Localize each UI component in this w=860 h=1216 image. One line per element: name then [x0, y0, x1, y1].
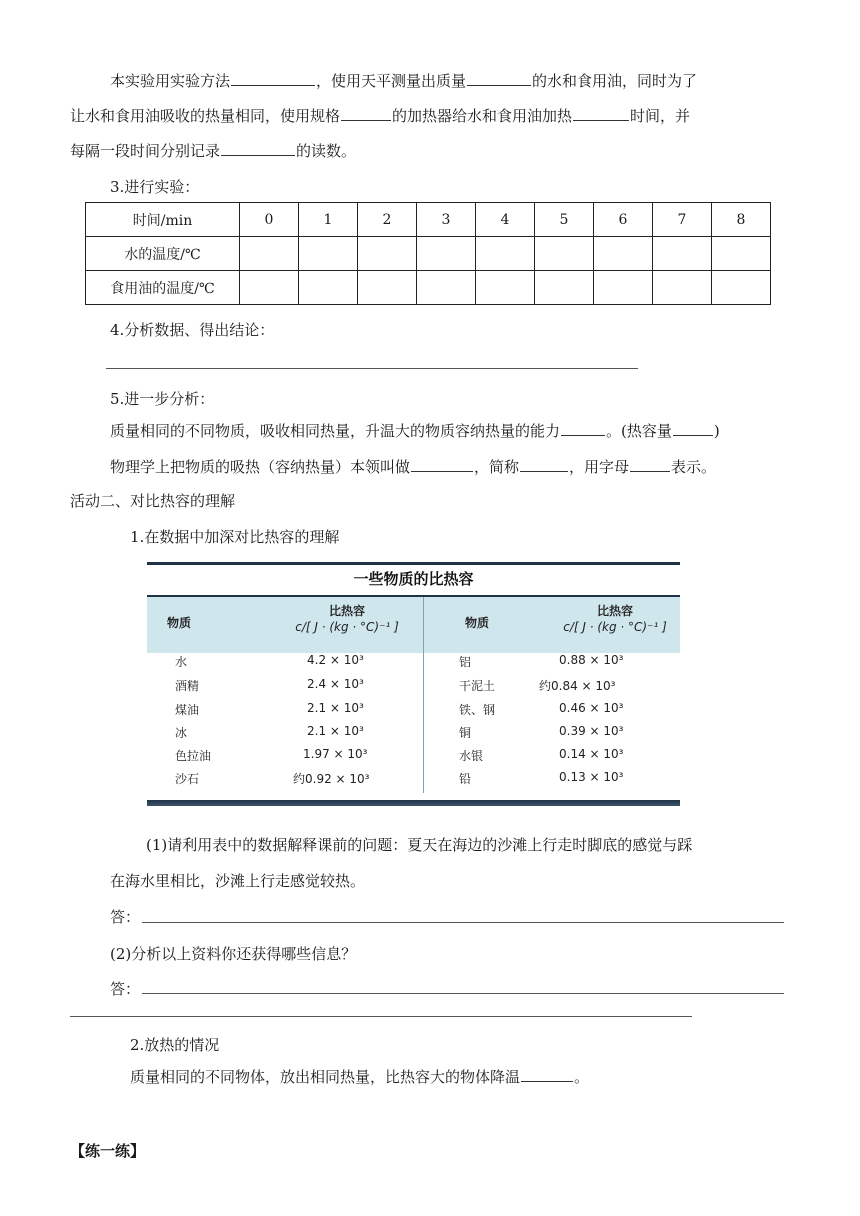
- answer2-line-continued[interactable]: [70, 1016, 692, 1017]
- entry-cell[interactable]: [594, 271, 653, 305]
- para1-line3: [70, 134, 356, 168]
- substance-name: 水银: [459, 749, 484, 763]
- entry-cell[interactable]: [299, 271, 358, 305]
- fill-blank[interactable]: [341, 119, 391, 121]
- activity2-item1-heading: 1.在数据中加深对比热容的理解: [130, 528, 340, 546]
- time-cell: 7: [653, 203, 712, 237]
- substance-name: 干泥土: [459, 679, 496, 693]
- header-specific-heat: 比热容: [328, 604, 365, 618]
- table-row: [86, 237, 771, 271]
- header-unit: c/[ J · (kg · °C)⁻¹ ]: [295, 620, 399, 634]
- para1-text: 时间，并: [630, 107, 691, 125]
- fill-blank[interactable]: [411, 470, 473, 472]
- para1-text: ，使用天平测量出质量: [316, 72, 467, 90]
- fill-blank[interactable]: [561, 434, 605, 436]
- row-label: 食用油的温度/℃: [86, 271, 240, 305]
- para1-line1: [110, 64, 697, 98]
- entry-cell[interactable]: [653, 237, 712, 271]
- time-cell: 4: [476, 203, 535, 237]
- substance-name: 沙石: [175, 772, 200, 786]
- table-top-bar: [147, 562, 680, 565]
- substance-name: 色拉油: [175, 749, 212, 763]
- answer1-label: 答：: [110, 908, 141, 926]
- fill-blank[interactable]: [521, 1080, 573, 1082]
- analysis-text: 物理学上把物质的吸热（容纳热量）本领叫做: [110, 458, 411, 476]
- substance-name: 铅: [459, 772, 472, 786]
- fill-blank[interactable]: [467, 84, 531, 86]
- analysis-text: ): [713, 422, 720, 440]
- para1-text: 的水和食用油，同时为了: [532, 72, 698, 90]
- entry-cell[interactable]: [535, 271, 594, 305]
- step4-heading: 4.分析数据、得出结论：: [110, 321, 275, 339]
- substance-name: 水: [175, 655, 188, 669]
- entry-cell[interactable]: [476, 271, 535, 305]
- para1-line2: [70, 99, 690, 133]
- entry-cell[interactable]: [299, 237, 358, 271]
- shc-value: 约0.84 × 10³: [539, 679, 616, 693]
- analysis-text: ，简称: [474, 458, 520, 476]
- answer2-label: 答：: [110, 980, 141, 998]
- shc-value: 0.14 × 10³: [559, 747, 624, 761]
- table-bottom-bar: [147, 800, 680, 806]
- entry-cell[interactable]: [535, 237, 594, 271]
- entry-cell[interactable]: [476, 237, 535, 271]
- entry-cell[interactable]: [417, 271, 476, 305]
- fill-blank[interactable]: [630, 470, 670, 472]
- entry-cell[interactable]: [240, 237, 299, 271]
- entry-cell[interactable]: [240, 271, 299, 305]
- question1-line2: 在海水里相比，沙滩上行走感觉较热。: [110, 872, 366, 890]
- activity2-item2-heading: 2.放热的情况: [130, 1036, 220, 1054]
- answer1-line[interactable]: [142, 922, 784, 923]
- substance-name: 酒精: [175, 679, 200, 693]
- time-cell: 8: [712, 203, 771, 237]
- shc-value: 2.1 × 10³: [307, 724, 364, 738]
- row-label: 时间/min: [86, 203, 240, 237]
- shc-value: 2.1 × 10³: [307, 701, 364, 715]
- header-unit: c/[ J · (kg · °C)⁻¹ ]: [563, 620, 667, 634]
- time-cell: 0: [240, 203, 299, 237]
- table-title: 一些物质的比热容: [353, 570, 474, 588]
- substance-name: 煤油: [175, 703, 200, 717]
- heat-release-sentence: [130, 1060, 589, 1094]
- analysis-text: ，用字母: [569, 458, 630, 476]
- shc-value: 1.97 × 10³: [303, 747, 368, 761]
- answer2-line[interactable]: [142, 993, 784, 994]
- practice-heading: 【练一练】: [70, 1142, 146, 1160]
- analysis-line1: [110, 414, 720, 448]
- shc-value: 4.2 × 10³: [307, 653, 364, 667]
- entry-cell[interactable]: [653, 271, 712, 305]
- release-text: 。: [574, 1068, 590, 1086]
- substance-name: 铝: [459, 655, 472, 669]
- fill-blank[interactable]: [573, 119, 629, 121]
- shc-value: 0.13 × 10³: [559, 770, 624, 784]
- entry-cell[interactable]: [712, 237, 771, 271]
- step3-heading: 3.进行实验：: [110, 178, 200, 196]
- fill-blank[interactable]: [231, 84, 315, 86]
- para1-text: 让水和食用油吸收的热量相同，使用规格: [70, 107, 341, 125]
- substance-name: 铁、钢: [459, 703, 496, 717]
- specific-heat-table: [147, 562, 680, 806]
- para1-text: 本实验用实验方法: [110, 72, 231, 90]
- question2: (2)分析以上资料你还获得哪些信息？: [110, 945, 357, 963]
- para1-text: 的读数。: [296, 142, 357, 160]
- fill-blank[interactable]: [221, 154, 295, 156]
- entry-cell[interactable]: [712, 271, 771, 305]
- shc-value: 约0.92 × 10³: [293, 772, 370, 786]
- header-substance: 物质: [465, 616, 490, 630]
- substance-name: 铜: [459, 726, 472, 740]
- fill-blank[interactable]: [520, 470, 568, 472]
- question1-line1: (1)请利用表中的数据解释课前的问题：夏天在海边的沙滩上行走时脚底的感觉与踩: [146, 836, 693, 854]
- table-row: [86, 271, 771, 305]
- shc-value: 2.4 × 10³: [307, 677, 364, 691]
- activity2-heading: 活动二、对比热容的理解: [70, 492, 236, 510]
- time-cell: 3: [417, 203, 476, 237]
- time-cell: 5: [535, 203, 594, 237]
- header-specific-heat: 比热容: [596, 604, 633, 618]
- shc-value: 0.88 × 10³: [559, 653, 624, 667]
- analysis-text: 。(热容量: [606, 422, 672, 440]
- entry-cell[interactable]: [358, 271, 417, 305]
- para1-text: 的加热器给水和食用油加热: [392, 107, 573, 125]
- step5-heading: 5.进一步分析：: [110, 390, 215, 408]
- release-text: 质量相同的不同物体，放出相同热量，比热容大的物体降温: [130, 1068, 521, 1086]
- time-cell: 1: [299, 203, 358, 237]
- analysis-line2: [110, 450, 716, 484]
- para1-text: 每隔一段时间分别记录: [70, 142, 221, 160]
- time-cell: 2: [358, 203, 417, 237]
- row-label: 水的温度/℃: [86, 237, 240, 271]
- analysis-text: 质量相同的不同物质，吸收相同热量，升温大的物质容纳热量的能力: [110, 422, 561, 440]
- time-cell: 6: [594, 203, 653, 237]
- shc-value: 0.39 × 10³: [559, 724, 624, 738]
- header-substance: 物质: [167, 616, 192, 630]
- entry-cell[interactable]: [417, 237, 476, 271]
- analysis-text: 表示。: [671, 458, 717, 476]
- conclusion-answer-line[interactable]: [106, 368, 638, 369]
- column-divider: [423, 597, 424, 793]
- fill-blank[interactable]: [673, 434, 713, 436]
- temperature-record-table: [85, 202, 771, 305]
- entry-cell[interactable]: [594, 237, 653, 271]
- shc-value: 0.46 × 10³: [559, 701, 624, 715]
- substance-name: 冰: [175, 726, 188, 740]
- entry-cell[interactable]: [358, 237, 417, 271]
- table-row: [86, 203, 771, 237]
